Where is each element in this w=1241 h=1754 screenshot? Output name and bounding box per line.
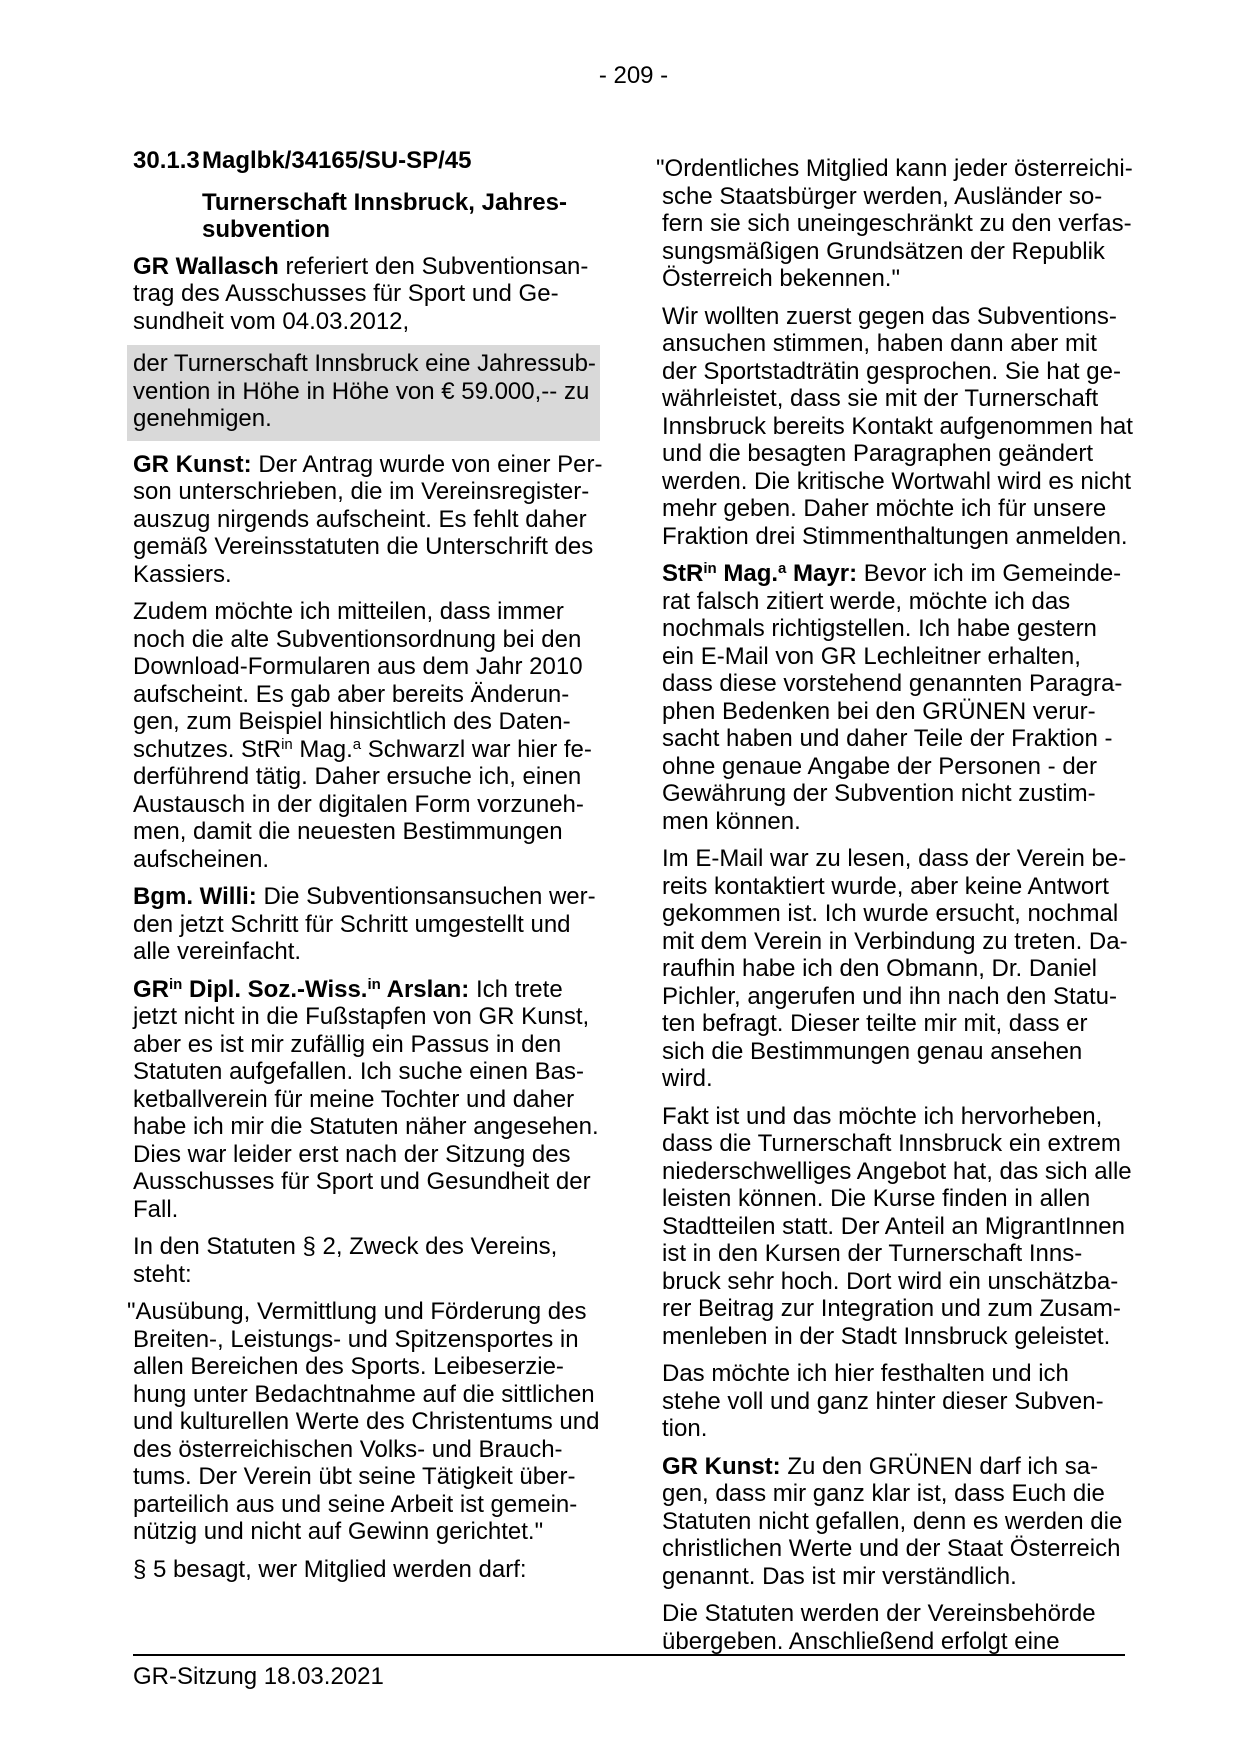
text-line: Wir wollten zuerst gegen das Subventions- (662, 302, 1117, 330)
text-line: gen, dass mir ganz klar ist, dass Euch die (662, 1480, 1105, 1507)
footer-session-label: GR-Sitzung 18.03.2021 (133, 1663, 384, 1690)
text-line: und kulturellen Werte des Christentums und (133, 1408, 600, 1435)
motion-highlight (127, 345, 600, 441)
text-line: niederschwelliges Angebot hat, das sich alle (662, 1157, 1132, 1185)
text-line: Ausschusses für Sport und Gesundheit der (133, 1168, 591, 1195)
text-line: parteilich aus und seine Arbeit ist gemein- (133, 1490, 578, 1518)
text-line: tion. (662, 1415, 708, 1442)
text-line: Austausch in der digitalen Form vorzuneh- (133, 790, 584, 818)
text-line: menleben in der Stadt Innsbruck geleistet. (662, 1322, 1111, 1350)
text-line: Bgm. Willi: Die Subventionsansuchen wer- (133, 883, 596, 910)
speech-paragraph (662, 845, 1127, 1093)
text-line: steht: (133, 1260, 192, 1288)
text-line: sacht haben und daher Teile der Fraktion - (662, 725, 1113, 752)
text-line: ein E-Mail von GR Lechleitner erhalten, (662, 642, 1081, 670)
text-line: Statuten nicht gefallen, denn es werden die (662, 1507, 1123, 1535)
text-line: Dies war leider erst nach der Sitzung des (133, 1140, 571, 1168)
right-column (656, 147, 1133, 1665)
page-number: - 209 - (598, 62, 669, 89)
text-line: der Turnerschaft Innsbruck eine Jahressub- (133, 350, 596, 377)
speech-paragraph (133, 598, 598, 873)
text-line: hung unter Bedachtnahme auf die sittlichen (133, 1380, 595, 1408)
text-line: Gewährung der Subvention nicht zustim- (662, 780, 1096, 807)
text-line: übergeben. Anschließend erfolgt eine (662, 1627, 1060, 1655)
text-line: des österreichischen Volks- und Brauch- (133, 1435, 563, 1463)
text-line: sich die Bestimmungen genau ansehen (662, 1037, 1083, 1065)
text-line: werden. Die kritische Wortwahl wird es nicht (662, 467, 1132, 495)
speech-paragraph-mayr (662, 560, 1127, 835)
section-subtitle-line: subvention (202, 216, 331, 243)
text-line: allen Bereichen des Sports. Leibeserzie- (133, 1353, 564, 1380)
text-line: wird. (662, 1065, 713, 1092)
text-line: men, damit die neuesten Bestimmungen (133, 818, 563, 845)
text-line: Österreich bekennen." (662, 265, 900, 292)
speech-paragraph (662, 1360, 1127, 1443)
text-line: währleistet, dass sie mit der Turnerschaft (662, 385, 1099, 412)
text-line: rat falsch zitiert werde, möchte ich das (662, 587, 1071, 615)
text-line: derführend tätig. Daher ersuche ich, einen (133, 763, 582, 790)
text-line: nochmals richtigstellen. Ich habe gestern (662, 615, 1097, 642)
text-line: stehe voll und ganz hinter dieser Subven- (662, 1387, 1104, 1415)
text-line: trag des Ausschusses für Sport und Ge- (133, 280, 559, 307)
section-subtitle (202, 189, 598, 244)
text-line: habe ich mir die Statuten näher angesehen. (133, 1113, 599, 1140)
section-number: 30.1.3 (133, 147, 200, 174)
speech-paragraph (133, 1556, 598, 1584)
text-line: aufscheint. Es gab aber bereits Änderun- (133, 680, 570, 708)
text-line: vention in Höhe in Höhe von € 59.000,-- zu (133, 377, 590, 405)
text-line: Download-Formularen aus dem Jahr 2010 (133, 653, 583, 680)
section-heading (133, 147, 598, 175)
text-line: genannt. Das ist mir verständlich. (662, 1562, 1017, 1590)
text-line: gemäß Vereinsstatuten die Unterschrift des (133, 533, 594, 560)
text-line: Pichler, angerufen und ihn nach den Statu- (662, 982, 1117, 1010)
page-footer (133, 1654, 1125, 1691)
text-line: den jetzt Schritt für Schritt umgestellt und (133, 910, 571, 938)
text-line: alle vereinfacht. (133, 938, 302, 965)
text-line: der Sportstadträtin gesprochen. Sie hat ge- (662, 357, 1121, 385)
text-line: genehmigen. (133, 405, 272, 432)
text-line: sungsmäßigen Grundsätzen der Republik (662, 237, 1105, 265)
section-subtitle-line: Turnerschaft Innsbruck, Jahres- (202, 188, 567, 216)
text-line: ist in den Kursen der Turnerschaft Inns- (662, 1240, 1083, 1267)
text-line: sche Staatsbürger werden, Ausländer so- (662, 182, 1103, 210)
text-line: "Ordentliches Mitglied kann jeder österreichi- (656, 155, 1133, 182)
speech-paragraph (662, 302, 1133, 551)
text-line: dass diese vorstehend genannten Paragra- (662, 670, 1123, 697)
page-content (127, 147, 1133, 1665)
text-line: rer Beitrag zur Integration und zum Zusam- (662, 1295, 1121, 1322)
text-line: raufhin habe ich den Obmann, Dr. Daniel (662, 955, 1097, 982)
text-line: ten befragt. Dieser teilte mir mit, dass er (662, 1010, 1088, 1037)
right-column-blocks (656, 155, 1133, 1655)
text-line: Fraktion drei Stimmenthaltungen anmelden. (662, 522, 1128, 550)
statute-quote (656, 155, 1133, 293)
text-line: tums. Der Verein übt seine Tätigkeit über- (133, 1463, 576, 1490)
text-line: und die besagten Paragraphen geändert (662, 440, 1094, 467)
text-line: GR Kunst: Der Antrag wurde von einer Per- (133, 450, 603, 478)
text-line: sundheit vom 04.03.2012, (133, 307, 410, 335)
text-line: men können. (662, 807, 801, 835)
text-line: $GR^{in}$ Dipl. Soz.-Wiss.$^{in}$ Arslan: Ich trete (133, 975, 563, 1003)
text-line: Statuten aufgefallen. Ich suche einen Bas- (133, 1058, 584, 1085)
left-column-blocks (127, 252, 603, 1584)
speech-paragraph (133, 1233, 598, 1288)
text-line: Stadtteilen statt. Der Anteil an MigrantInnen (662, 1212, 1125, 1240)
text-line: GR Kunst: Zu den GRÜNEN darf ich sa- (662, 1452, 1099, 1480)
text-line: dass die Turnerschaft Innsbruck ein extrem (662, 1130, 1121, 1157)
text-line: gen, zum Beispiel hinsichtlich des Daten- (133, 708, 571, 735)
text-line: noch die alte Subventionsordnung bei den (133, 625, 582, 653)
text-line: fern sie sich uneingeschränkt zu den verfas- (662, 210, 1132, 237)
text-line: StR$^{in}$ Mag.$^a$ Mayr: Bevor ich im Gemeinde- (662, 560, 1122, 587)
text-line: phen Bedenken bei den GRÜNEN verur- (662, 697, 1096, 725)
speech-paragraph-kunst (133, 450, 603, 589)
speech-paragraph-kunst (662, 1453, 1127, 1591)
text-line: "Ausübung, Vermittlung und Förderung des (127, 1298, 587, 1325)
text-line: GR Wallasch referiert den Subventionsan- (133, 252, 589, 280)
text-line: Innsbruck bereits Kontakt aufgenommen hat (662, 412, 1133, 440)
text-line: son unterschrieben, die im Vereinsregister- (133, 478, 590, 505)
text-line: ansuchen stimmen, haben dann aber mit (662, 330, 1097, 357)
text-line: leisten können. Die Kurse finden in allen (662, 1185, 1091, 1212)
footer-divider (133, 1654, 1125, 1656)
text-line: mehr geben. Daher möchte ich für unsere (662, 495, 1107, 522)
text-line: In den Statuten § 2, Zweck des Vereins, (133, 1233, 558, 1260)
text-line: aber es ist mir zufällig ein Passus in den (133, 1030, 562, 1058)
text-line: reits kontaktiert wurde, aber keine Antwort (662, 872, 1109, 900)
text-line: Im E-Mail war zu lesen, dass der Verein be- (662, 845, 1127, 872)
statute-quote (127, 1298, 600, 1546)
speech-paragraph (662, 1102, 1132, 1351)
text-line: auszug nirgends aufscheint. Es fehlt daher (133, 505, 587, 533)
text-line: mit dem Verein in Verbindung zu treten. Da- (662, 927, 1128, 955)
text-line: Fakt ist und das möchte ich hervorheben, (662, 1102, 1103, 1130)
text-line: nützig und nicht auf Gewinn gerichtet." (133, 1518, 544, 1545)
section-reference-code: Maglbk/34165/SU-SP/45 (202, 147, 472, 174)
text-line: christlichen Werte und der Staat Österreich (662, 1535, 1121, 1562)
text-line: ohne genaue Angabe der Personen - der (662, 752, 1098, 780)
text-line: Kassiers. (133, 560, 232, 588)
text-line: ketballverein für meine Tochter und daher (133, 1085, 575, 1113)
text-line: gekommen ist. Ich wurde ersucht, nochmal (662, 900, 1119, 927)
text-line: Die Statuten werden der Vereinsbehörde (662, 1600, 1096, 1627)
text-line: schutzes. StR$^{in}$ Mag.$^a$ Schwarzl war hier fe- (133, 735, 592, 763)
text-line: jetzt nicht in die Fußstapfen von GR Kunst, (133, 1003, 590, 1030)
text-line: Breiten-, Leistungs- und Spitzensportes in (133, 1325, 579, 1353)
speech-paragraph (662, 1600, 1127, 1655)
text-line: § 5 besagt, wer Mitglied werden darf: (133, 1555, 527, 1583)
text-line: Das möchte ich hier festhalten und ich (662, 1360, 1069, 1387)
speech-paragraph-willi (133, 883, 598, 966)
text-line: aufscheinen. (133, 845, 270, 873)
speech-paragraph-wallasch (133, 253, 598, 336)
text-line: bruck sehr hoch. Dort wird ein unschätzba- (662, 1267, 1119, 1295)
text-line: Fall. (133, 1195, 179, 1223)
speech-paragraph-arslan (133, 976, 598, 1224)
text-line: Zudem möchte ich mitteilen, dass immer (133, 598, 564, 625)
left-column (127, 147, 603, 1665)
